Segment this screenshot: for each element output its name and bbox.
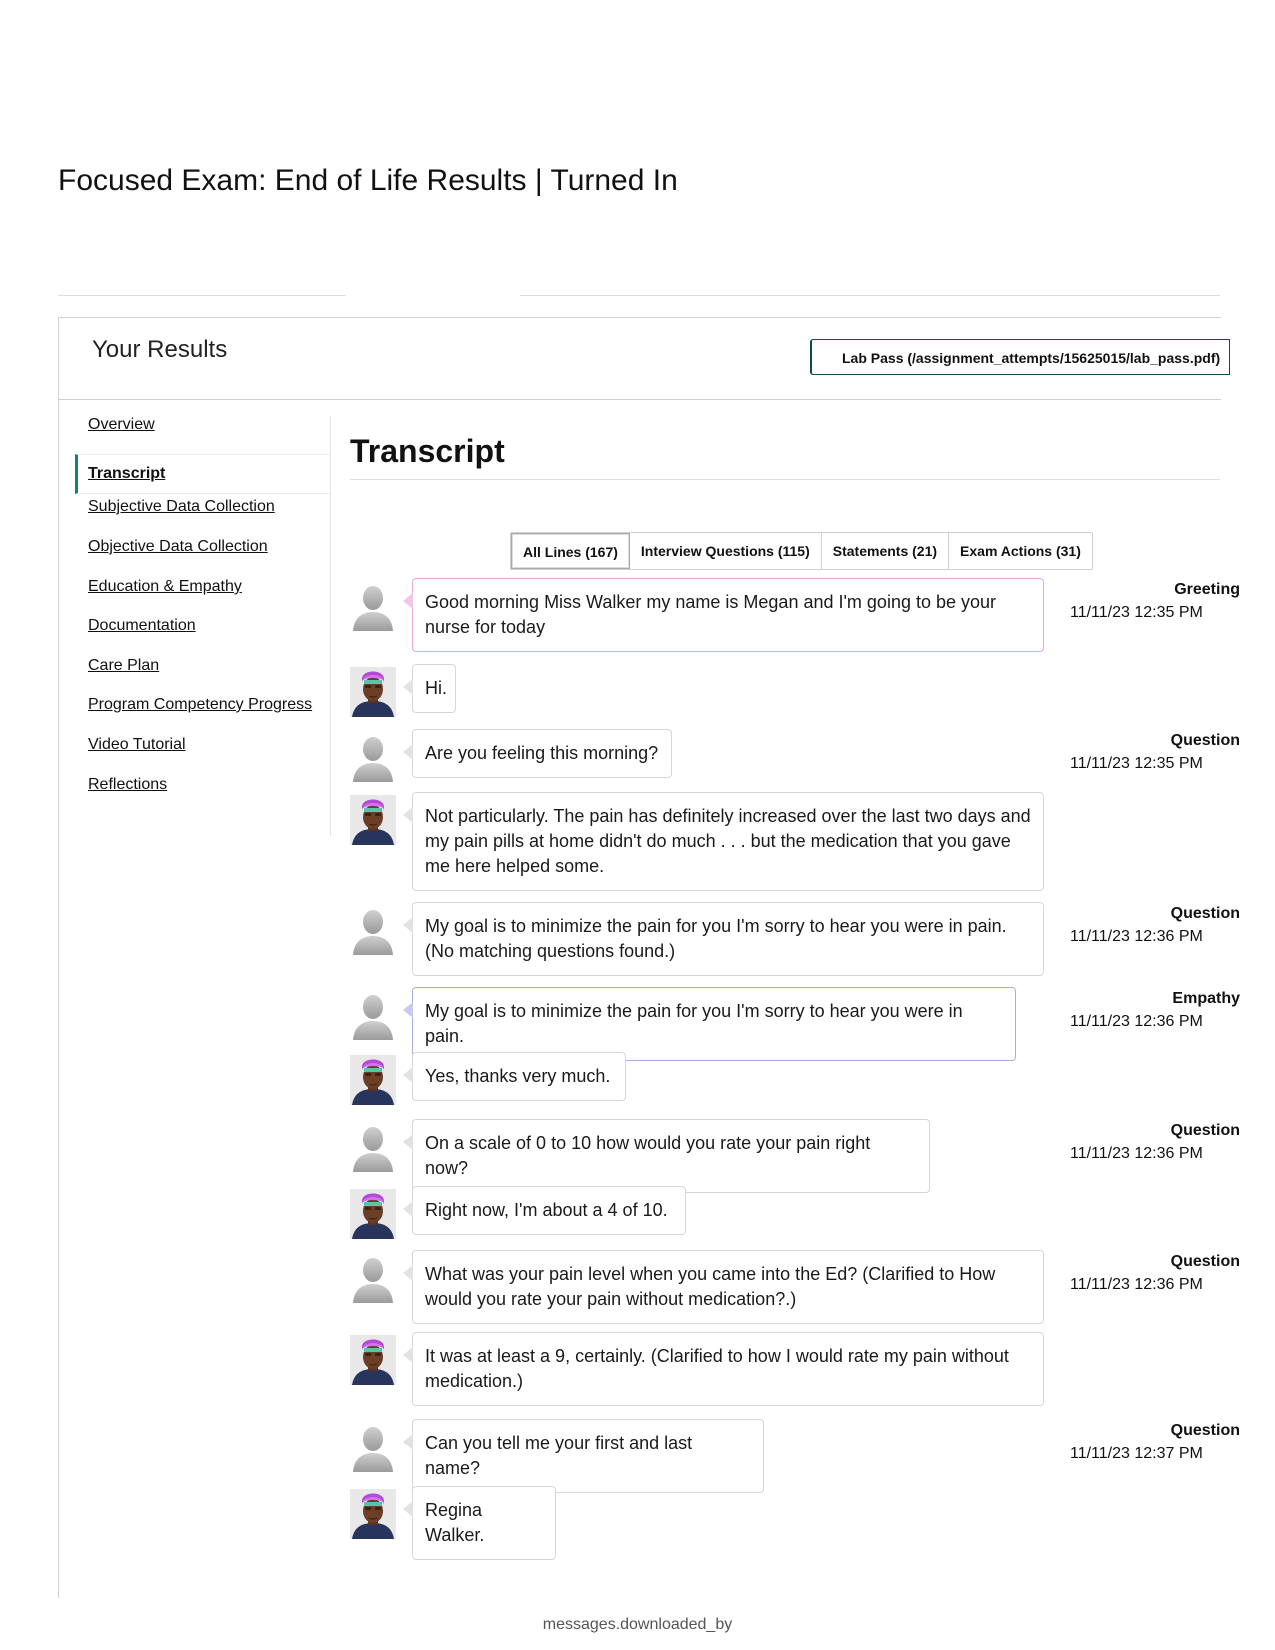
nurse-avatar-icon xyxy=(350,732,396,782)
sidebar-item-objective-data-collection[interactable]: Objective Data Collection xyxy=(88,538,268,555)
results-header xyxy=(59,318,1221,400)
lab-pass-button[interactable]: Lab Pass (/assignment_attempts/15625015/lab_pass.pdf) xyxy=(810,339,1230,375)
patient-message-bubble: It was at least a 9, certainly. (Clarified to how I would rate my pain without medication.) xyxy=(412,1332,1044,1406)
nurse-message-bubble: What was your pain level when you came into the Ed? (Clarified to How would you rate your pain without medication?.) xyxy=(412,1250,1044,1324)
patient-message-bubble: Hi. xyxy=(412,664,456,713)
tab-exam-actions[interactable]: Exam Actions (31) xyxy=(960,543,1081,559)
nurse-avatar-icon xyxy=(350,581,396,631)
sidebar-item-video-tutorial[interactable]: Video Tutorial xyxy=(88,736,186,753)
tab-all-lines[interactable]: All Lines (167) xyxy=(511,533,630,569)
results-title: Your Results xyxy=(92,336,228,363)
sidebar-item-subjective-data-collection[interactable]: Subjective Data Collection xyxy=(88,498,275,515)
tab-statements[interactable]: Statements (21) xyxy=(822,533,949,569)
message-meta xyxy=(1070,1253,1240,1294)
patient-message-bubble: Right now, I'm about a 4 of 10. xyxy=(412,1186,686,1235)
message-timestamp: 11/11/23 12:35 PM xyxy=(1070,604,1203,621)
patient-message-bubble: Yes, thanks very much. xyxy=(412,1052,626,1101)
nurse-message-bubble: Can you tell me your first and last name? xyxy=(412,1419,764,1493)
sidebar-item-reflections[interactable]: Reflections xyxy=(88,776,168,793)
nurse-avatar-icon xyxy=(350,1122,396,1172)
nurse-message-bubble: On a scale of 0 to 10 how would you rate your pain right now? xyxy=(412,1119,930,1193)
sidebar-item-transcript[interactable]: Transcript xyxy=(75,454,330,494)
message-timestamp: 11/11/23 12:36 PM xyxy=(1070,1276,1203,1293)
nurse-avatar-icon xyxy=(350,1422,396,1472)
message-type-label: Empathy xyxy=(1172,990,1240,1007)
nurse-message-bubble: Are you feeling this morning? xyxy=(412,729,672,778)
page-title: Focused Exam: End of Life Results | Turned In xyxy=(58,164,678,197)
patient-message-bubble: Regina Walker. xyxy=(412,1486,556,1560)
nurse-message-bubble: My goal is to minimize the pain for you I'm sorry to hear you were in pain. xyxy=(412,987,1016,1061)
message-meta xyxy=(1070,1122,1240,1163)
message-meta xyxy=(1070,905,1240,946)
message-timestamp: 11/11/23 12:36 PM xyxy=(1070,1013,1203,1030)
message-timestamp: 11/11/23 12:35 PM xyxy=(1070,755,1203,772)
patient-avatar-icon xyxy=(350,795,396,845)
sidebar-item-documentation[interactable]: Documentation xyxy=(88,617,196,634)
transcript-filter-tabs xyxy=(510,532,1093,570)
sidebar-item-education-empathy[interactable]: Education & Empathy xyxy=(88,578,242,595)
divider xyxy=(520,295,1220,296)
nurse-message-bubble: My goal is to minimize the pain for you I'm sorry to hear you were in pain. (No matching questions found.) xyxy=(412,902,1044,976)
message-type-label: Question xyxy=(1170,1122,1240,1139)
sidebar-item-care-plan[interactable]: Care Plan xyxy=(88,657,160,674)
message-timestamp: 11/11/23 12:36 PM xyxy=(1070,928,1203,945)
patient-avatar-icon xyxy=(350,667,396,717)
nurse-avatar-icon xyxy=(350,1253,396,1303)
sidebar-item-program-competency-progress[interactable]: Program Competency Progress xyxy=(88,696,313,713)
footer-text: messages.downloaded_by xyxy=(542,1616,733,1633)
divider xyxy=(58,295,346,296)
results-sidebar xyxy=(75,416,331,836)
message-type-label: Question xyxy=(1170,1253,1240,1270)
tab-interview-questions[interactable]: Interview Questions (115) xyxy=(630,533,822,569)
message-type-label: Question xyxy=(1170,1422,1240,1439)
message-type-label: Greeting xyxy=(1174,581,1240,598)
message-meta xyxy=(1070,581,1240,622)
patient-avatar-icon xyxy=(350,1055,396,1105)
divider xyxy=(350,479,1220,480)
nurse-message-bubble: Good morning Miss Walker my name is Megan and I'm going to be your nurse for today xyxy=(412,578,1044,652)
message-timestamp: 11/11/23 12:36 PM xyxy=(1070,1145,1203,1162)
sidebar-item-overview[interactable]: Overview xyxy=(88,416,155,433)
patient-avatar-icon xyxy=(350,1335,396,1385)
message-meta xyxy=(1070,732,1240,773)
patient-avatar-icon xyxy=(350,1489,396,1539)
message-meta xyxy=(1070,990,1240,1031)
patient-message-bubble: Not particularly. The pain has definitely increased over the last two days and my pain pills at home didn't do much . . . but the medication that you gave me here helped some. xyxy=(412,792,1044,891)
transcript-title: Transcript xyxy=(350,433,505,469)
message-meta xyxy=(1070,1422,1240,1463)
message-type-label: Question xyxy=(1170,732,1240,749)
message-type-label: Question xyxy=(1170,905,1240,922)
message-timestamp: 11/11/23 12:37 PM xyxy=(1070,1445,1203,1462)
nurse-avatar-icon xyxy=(350,990,396,1040)
nurse-avatar-icon xyxy=(350,905,396,955)
patient-avatar-icon xyxy=(350,1189,396,1239)
